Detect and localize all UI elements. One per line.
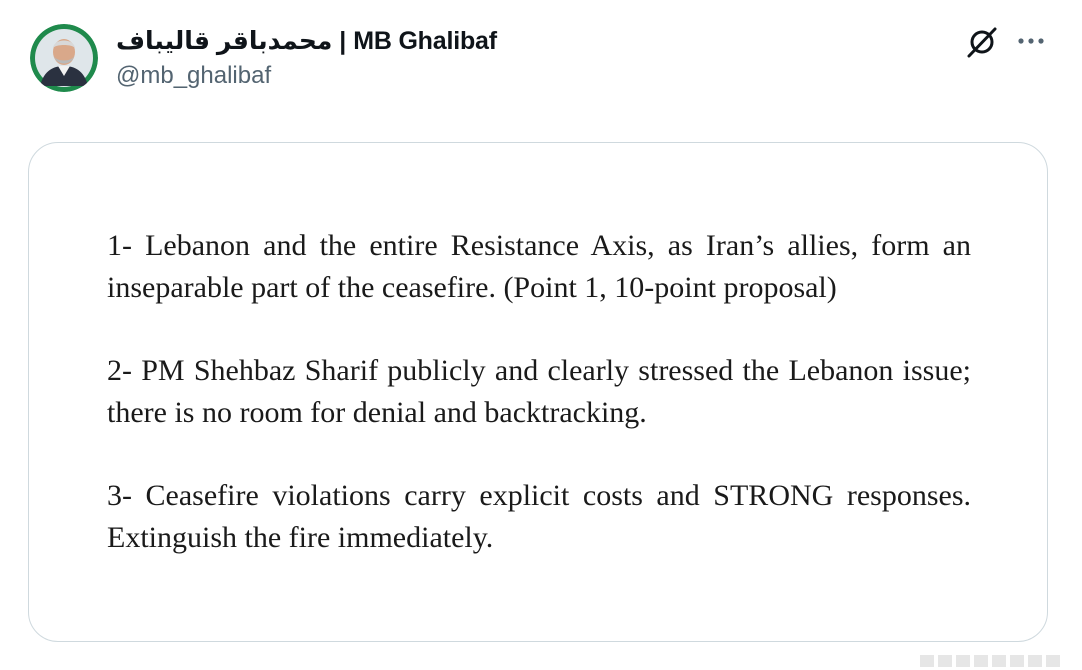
statement-point-3: 3- Ceasefire violations carry explicit costs and STRONG responses. Extinguish the fire immediately. — [107, 479, 971, 554]
author-handle[interactable]: @mb_ghalibaf — [116, 62, 272, 89]
statement-text — [107, 225, 971, 559]
author-display-name[interactable]: محمدباقر قالیباف | MB Ghalibaf — [116, 27, 497, 55]
avatar-portrait-icon — [30, 24, 98, 92]
grok-icon[interactable] — [964, 24, 1000, 60]
tweet-media-image[interactable] — [28, 142, 1048, 642]
author-avatar[interactable] — [30, 24, 98, 92]
statement-point-1: 1- Lebanon and the entire Resistance Axis, as Iran’s allies, form an inseparable part of the ceasefire. (Point 1, 10-point proposal) — [107, 229, 971, 304]
statement-point-2: 2- PM Shehbaz Sharif publicly and clearly stressed the Lebanon issue; there is no room for denial and backtracking. — [107, 354, 971, 429]
tweet-header — [0, 0, 1082, 120]
more-options-icon[interactable] — [1013, 26, 1049, 56]
watermark-icon — [918, 652, 1078, 670]
